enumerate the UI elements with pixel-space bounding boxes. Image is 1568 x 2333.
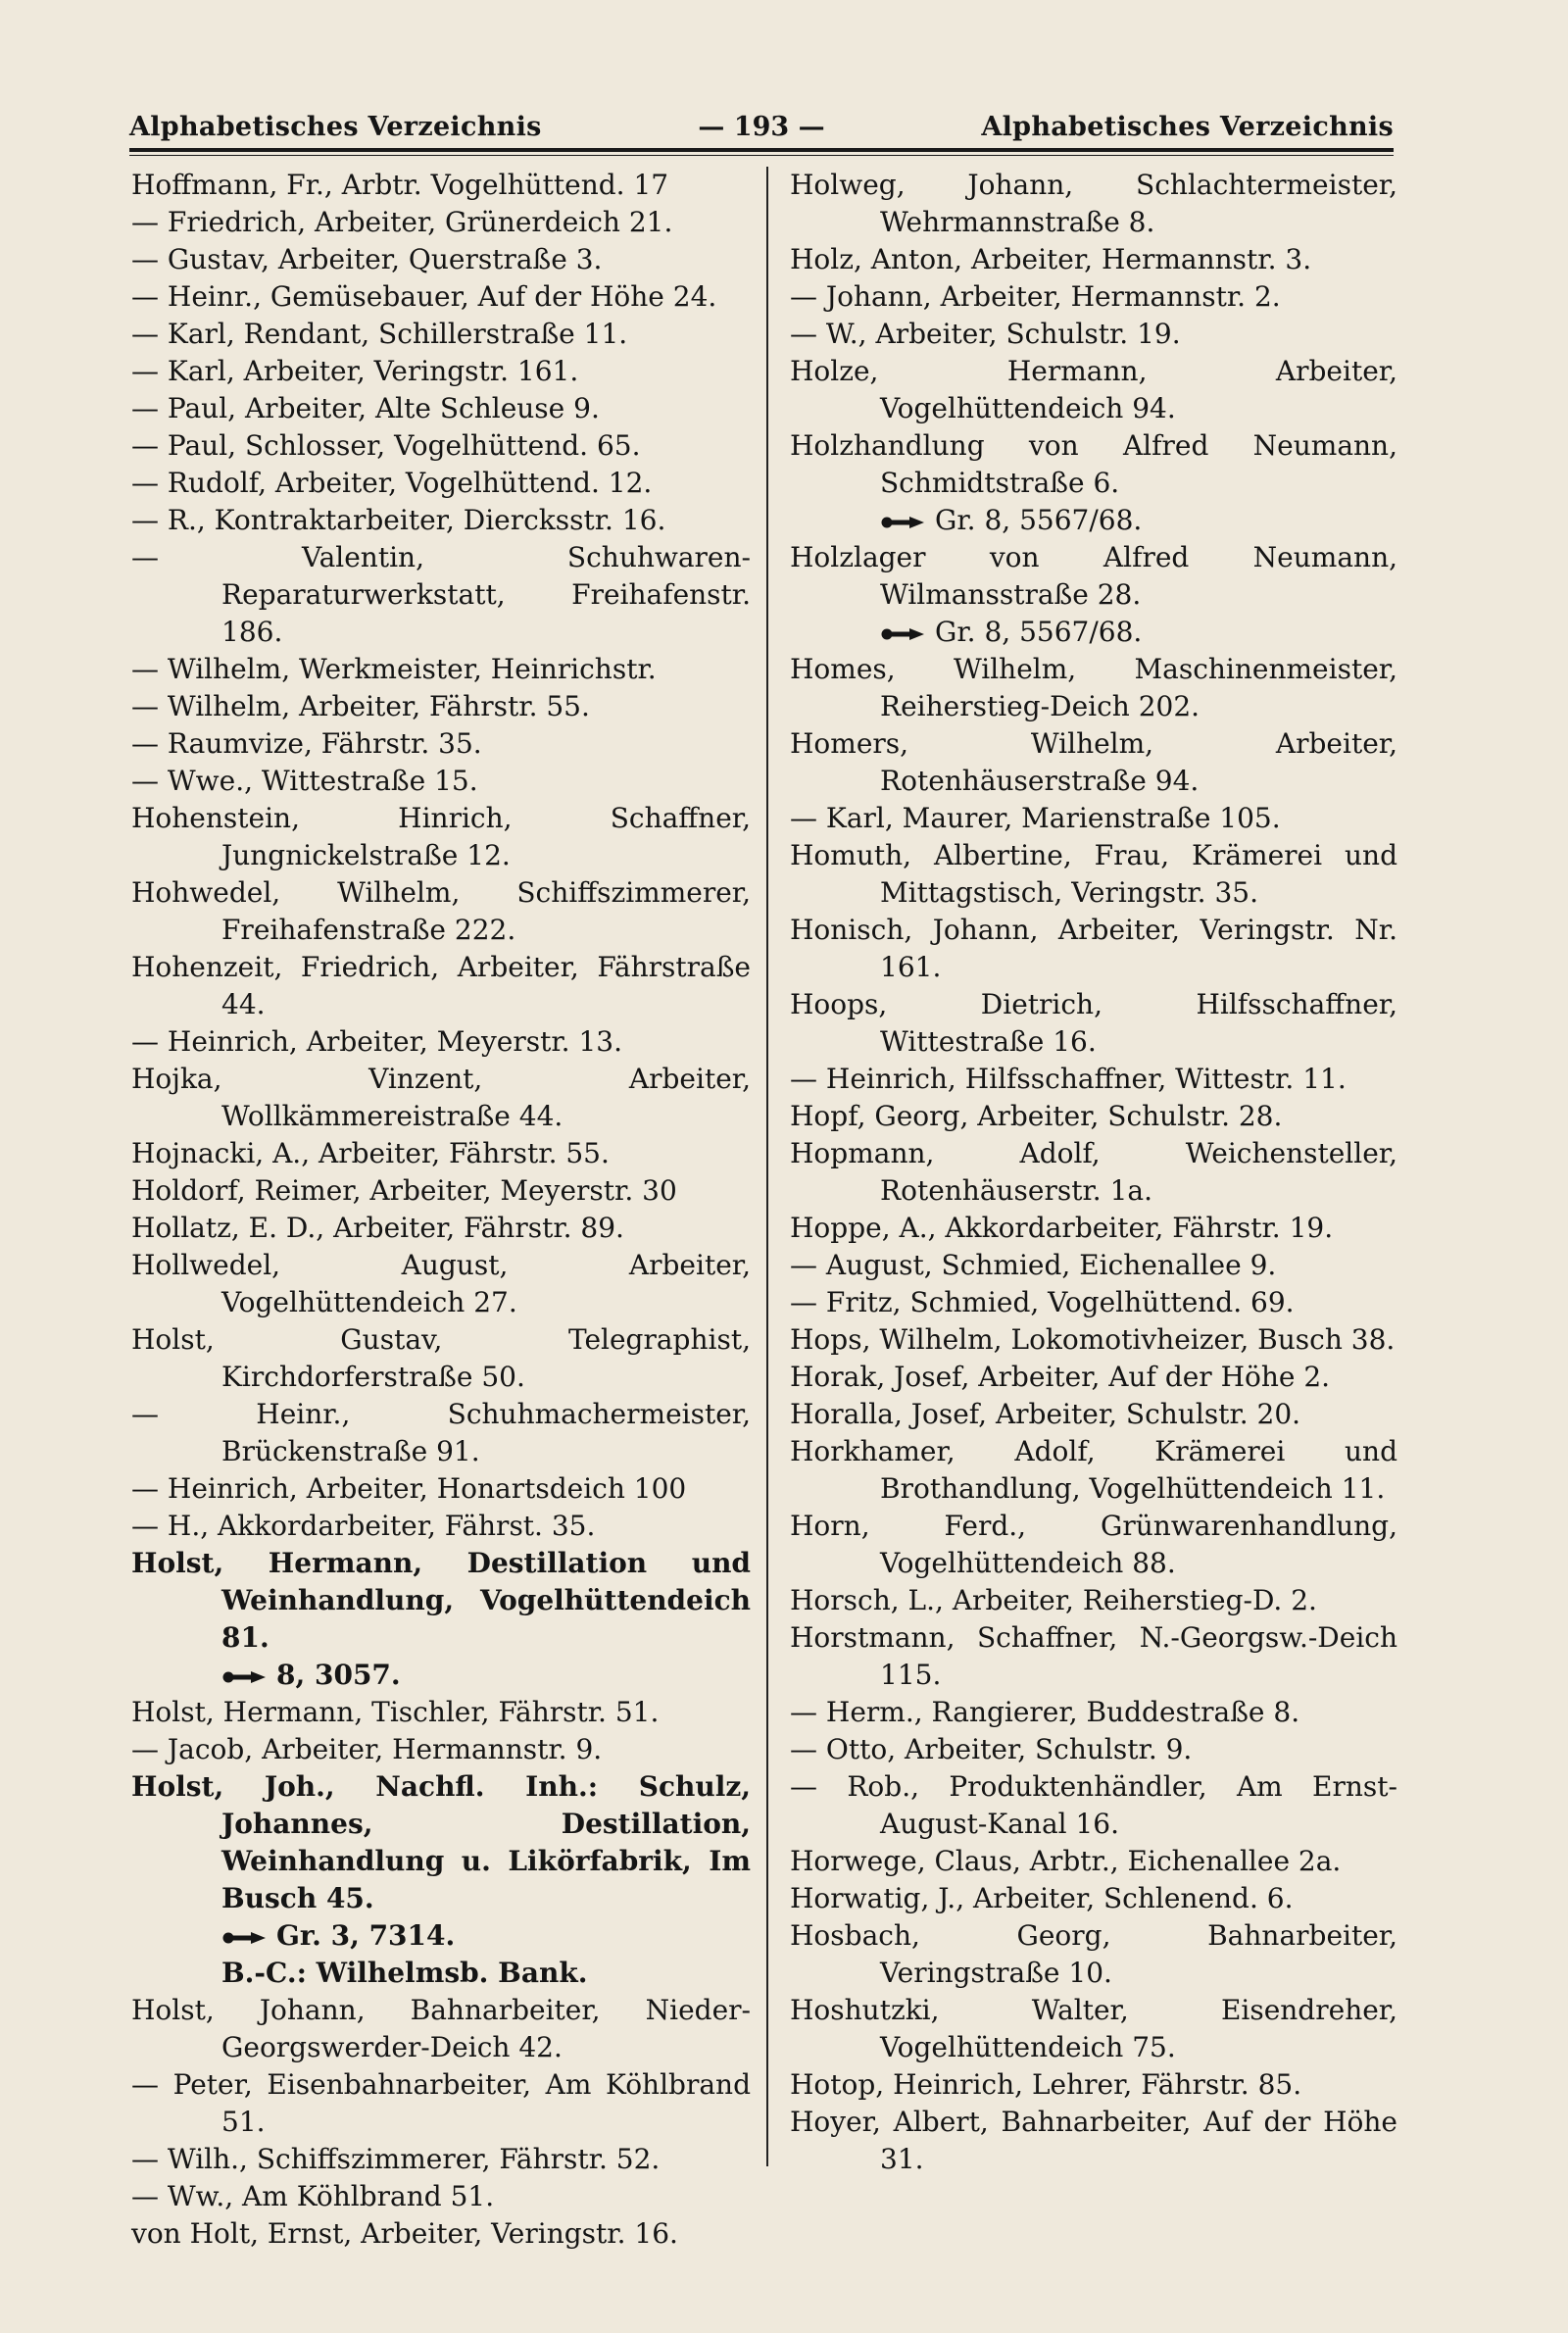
entry-text: — Heinr., Schuhmachermeister, Brückenstraße 91. (131, 1398, 751, 1467)
page-header (129, 106, 1394, 149)
directory-entry (131, 316, 751, 353)
entry-text: Horak, Josef, Arbeiter, Auf der Höhe 2. (790, 1361, 1331, 1393)
directory-entry (131, 800, 751, 874)
directory-entry (790, 278, 1397, 316)
directory-entry (131, 502, 751, 539)
directory-entry (131, 539, 751, 651)
telephone-line (790, 614, 1397, 651)
entry-text: — Paul, Arbeiter, Alte Schleuse 9. (131, 392, 600, 424)
directory-entry (790, 241, 1397, 278)
directory-entry (131, 874, 751, 949)
directory-entry (790, 837, 1397, 912)
directory-entry (790, 800, 1397, 837)
telephone-number: Gr. 8, 5567/68. (935, 504, 1143, 536)
header-rule-thin (129, 155, 1394, 156)
entry-text: Hoshutzki, Walter, Eisendreher, Vogelhüttendeich 75. (790, 1994, 1397, 2063)
telephone-icon (880, 516, 925, 529)
directory-entry (131, 465, 751, 502)
entry-text: — Heinr., Gemüsebauer, Auf der Höhe 24. (131, 280, 717, 313)
entry-text: Hojka, Vinzent, Arbeiter, Wollkämmereistraße 44. (131, 1063, 751, 1132)
directory-entry (790, 1210, 1397, 1247)
entry-text: Hopf, Georg, Arbeiter, Schulstr. 28. (790, 1100, 1283, 1132)
directory-entry (790, 1768, 1397, 1843)
directory-entry (790, 1843, 1397, 1880)
entry-text: Holst, Joh., Nachfl. Inh.: Schulz, Johannes, Destillation, Weinhandlung u. Likörfabrik, Im Busch 45. (131, 1770, 751, 1914)
entry-text: Hotop, Heinrich, Lehrer, Fährstr. 85. (790, 2068, 1302, 2101)
entry-text: Holst, Hermann, Tischler, Fährstr. 51. (131, 1696, 660, 1728)
directory-entry (790, 353, 1397, 427)
entry-text: Hosbach, Georg, Bahnarbeiter, Veringstraße 10. (790, 1919, 1397, 1989)
entry-text: Hojnacki, A., Arbeiter, Fährstr. 55. (131, 1137, 610, 1169)
directory-entry (790, 1992, 1397, 2066)
entry-text: Hoppe, A., Akkordarbeiter, Fährstr. 19. (790, 1212, 1334, 1244)
directory-entry (790, 725, 1397, 800)
entry-text: Homers, Wilhelm, Arbeiter, Rotenhäuserstraße 94. (790, 727, 1397, 797)
entry-text: — Rob., Produktenhändler, Am Ernst-August-Kanal 16. (790, 1770, 1397, 1840)
entry-text: — Heinrich, Arbeiter, Meyerstr. 13. (131, 1025, 622, 1058)
entry-text: — Wilhelm, Werkmeister, Heinrichstr. (131, 653, 657, 685)
entry-text: Homes, Wilhelm, Maschinenmeister, Reiherstieg-Deich 202. (790, 653, 1397, 722)
entry-text: Honisch, Johann, Arbeiter, Veringstr. Nr. 161. (790, 914, 1397, 983)
directory-entry (790, 2066, 1397, 2104)
directory-entry (131, 2215, 751, 2253)
entry-text: B.-C.: Wilhelmsb. Bank. (221, 1957, 588, 1989)
entry-text: Hopmann, Adolf, Weichensteller, Rotenhäuserstr. 1a. (790, 1137, 1397, 1207)
entry-text: Homuth, Albertine, Frau, Krämerei und Mittagstisch, Veringstr. 35. (790, 839, 1397, 909)
directory-entry (131, 1768, 751, 1917)
directory-entry (790, 1359, 1397, 1396)
telephone-line (131, 1917, 751, 1955)
entry-text: Horn, Ferd., Grünwarenhandlung, Vogelhüttendeich 88. (790, 1510, 1397, 1579)
directory-entry (790, 2104, 1397, 2178)
telephone-icon (221, 1670, 267, 1684)
directory-entry (790, 1619, 1397, 1694)
directory-entry (790, 167, 1397, 241)
entry-text: — R., Kontraktarbeiter, Diercksstr. 16. (131, 504, 666, 536)
directory-entry (131, 204, 751, 241)
entry-text: Hops, Wilhelm, Lokomotivheizer, Busch 38. (790, 1323, 1396, 1356)
entry-text: — Karl, Arbeiter, Veringstr. 161. (131, 355, 579, 387)
directory-entry (790, 1433, 1397, 1508)
directory-entry (790, 986, 1397, 1061)
directory-entry (790, 1880, 1397, 1917)
directory-entry (790, 1917, 1397, 1992)
telephone-number: Gr. 8, 5567/68. (935, 616, 1143, 648)
telephone-number: Gr. 3, 7314. (276, 1919, 456, 1952)
entry-text: von Holt, Ernst, Arbeiter, Veringstr. 16. (131, 2217, 678, 2250)
entry-text: — Gustav, Arbeiter, Querstraße 3. (131, 243, 603, 275)
directory-entry (131, 1172, 751, 1210)
directory-entry (790, 1694, 1397, 1731)
directory-entry (131, 763, 751, 800)
entry-text: — Paul, Schlosser, Vogelhüttend. 65. (131, 429, 641, 462)
entry-text: — Rudolf, Arbeiter, Vogelhüttend. 12. (131, 467, 653, 499)
entry-text: — W., Arbeiter, Schulstr. 19. (790, 318, 1181, 350)
header-rule-thick (129, 148, 1394, 152)
directory-entry (131, 651, 751, 688)
directory-entry (790, 539, 1397, 614)
telephone-line (790, 502, 1397, 539)
telephone-icon (880, 627, 925, 641)
entry-text: Holdorf, Reimer, Arbeiter, Meyerstr. 30 (131, 1174, 677, 1207)
directory-entry (131, 1508, 751, 1545)
directory-entry (790, 1247, 1397, 1284)
directory-entry (131, 1247, 751, 1321)
telephone-line (131, 1657, 751, 1694)
column-divider (766, 167, 768, 2166)
entry-text: — Herm., Rangierer, Buddestraße 8. (790, 1696, 1300, 1728)
directory-entry (131, 2178, 751, 2215)
entry-text: Horsch, L., Arbeiter, Reiherstieg-D. 2. (790, 1584, 1317, 1616)
entry-text: Hollwedel, August, Arbeiter, Vogelhüttendeich 27. (131, 1249, 751, 1318)
directory-entry (131, 1731, 751, 1768)
directory-entry (790, 427, 1397, 502)
entry-text: — Raumvize, Fährstr. 35. (131, 727, 482, 760)
directory-entry (131, 2141, 751, 2178)
directory-entry (790, 651, 1397, 725)
entry-text: Hoffmann, Fr., Arbtr. Vogelhüttend. 17 (131, 169, 669, 201)
directory-entry (790, 1731, 1397, 1768)
directory-entry (131, 1061, 751, 1135)
entry-text: — H., Akkordarbeiter, Fährst. 35. (131, 1510, 596, 1542)
entry-text: Horkhamer, Adolf, Krämerei und Brothandlung, Vogelhüttendeich 11. (790, 1435, 1397, 1505)
directory-entry (131, 1135, 751, 1172)
directory-entry (131, 167, 751, 204)
telephone-icon (221, 1931, 267, 1945)
entry-text: — August, Schmied, Eichenallee 9. (790, 1249, 1277, 1281)
page-number: — 193 — (698, 112, 825, 142)
entry-text: — Wilh., Schiffszimmerer, Fährstr. 52. (131, 2143, 661, 2175)
entry-text: — Friedrich, Arbeiter, Grünerdeich 21. (131, 206, 673, 238)
entry-text: Hohenstein, Hinrich, Schaffner, Jungnickelstraße 12. (131, 802, 751, 871)
entry-text: — Johann, Arbeiter, Hermannstr. 2. (790, 280, 1281, 313)
entry-text: Hoyer, Albert, Bahnarbeiter, Auf der Höhe 31. (790, 2106, 1397, 2175)
directory-entry (131, 1470, 751, 1508)
directory-entry (790, 1061, 1397, 1098)
entry-text: Holz, Anton, Arbeiter, Hermannstr. 3. (790, 243, 1312, 275)
right-column (790, 167, 1397, 2178)
entry-text: Horstmann, Schaffner, N.-Georgsw.-Deich 115. (790, 1621, 1397, 1691)
entry-text: Horwege, Claus, Arbtr., Eichenallee 2a. (790, 1845, 1342, 1877)
directory-entry (131, 1396, 751, 1470)
entry-text: — Wwe., Wittestraße 15. (131, 765, 478, 797)
directory-entry (790, 1321, 1397, 1359)
directory-entry (131, 427, 751, 465)
directory-entry (790, 1582, 1397, 1619)
entry-text: — Otto, Arbeiter, Schulstr. 9. (790, 1733, 1193, 1765)
entry-text: — Karl, Rendant, Schillerstraße 11. (131, 318, 628, 350)
directory-entry (131, 949, 751, 1023)
directory-entry (131, 1992, 751, 2066)
directory-entry (131, 725, 751, 763)
running-head-left: Alphabetisches Verzeichnis (129, 112, 542, 142)
running-head-right: Alphabetisches Verzeichnis (981, 112, 1394, 142)
entry-text: Holweg, Johann, Schlachtermeister, Wehrmannstraße 8. (790, 169, 1397, 238)
directory-entry (131, 390, 751, 427)
entry-text: — Fritz, Schmied, Vogelhüttend. 69. (790, 1286, 1295, 1318)
directory-entry (131, 1955, 751, 1992)
entry-text: Horwatig, J., Arbeiter, Schlenend. 6. (790, 1882, 1294, 1914)
entry-text: Hohwedel, Wilhelm, Schiffszimmerer, Freihafenstraße 222. (131, 876, 751, 946)
directory-entry (131, 1545, 751, 1657)
directory-entry (131, 1210, 751, 1247)
directory-entry (790, 1098, 1397, 1135)
directory-entry (790, 1135, 1397, 1210)
entry-text: Holst, Hermann, Destillation und Weinhandlung, Vogelhüttendeich 81. (131, 1547, 751, 1654)
entry-text: Horalla, Josef, Arbeiter, Schulstr. 20. (790, 1398, 1301, 1430)
directory-entry (790, 1396, 1397, 1433)
entry-text: Hohenzeit, Friedrich, Arbeiter, Fährstraße 44. (131, 951, 751, 1020)
directory-entry (790, 912, 1397, 986)
entry-text: — Ww., Am Köhlbrand 51. (131, 2180, 495, 2212)
entry-text: — Jacob, Arbeiter, Hermannstr. 9. (131, 1733, 603, 1765)
entry-text: Hollatz, E. D., Arbeiter, Fährstr. 89. (131, 1212, 624, 1244)
entry-text: Holzhandlung von Alfred Neumann, Schmidtstraße 6. (790, 429, 1397, 499)
telephone-number: 8, 3057. (276, 1659, 401, 1691)
entry-text: Holzlager von Alfred Neumann, Wilmansstraße 28. (790, 541, 1397, 611)
directory-entry (131, 278, 751, 316)
directory-entry (131, 1694, 751, 1731)
directory-entry (790, 1284, 1397, 1321)
directory-entry (131, 688, 751, 725)
directory-entry (131, 1321, 751, 1396)
entry-text: Hoops, Dietrich, Hilfsschaffner, Wittestraße 16. (790, 988, 1397, 1058)
directory-entry (131, 1023, 751, 1061)
entry-text: — Valentin, Schuhwaren-Reparaturwerkstatt, Freihafenstr. 186. (131, 541, 751, 648)
left-column (131, 167, 751, 2253)
entry-text: — Heinrich, Arbeiter, Honartsdeich 100 (131, 1472, 687, 1505)
entry-text: Holst, Gustav, Telegraphist, Kirchdorferstraße 50. (131, 1323, 751, 1393)
directory-entry (131, 353, 751, 390)
entry-text: — Wilhelm, Arbeiter, Fährstr. 55. (131, 690, 590, 722)
directory-entry (790, 316, 1397, 353)
directory-entry (131, 241, 751, 278)
entry-text: Holst, Johann, Bahnarbeiter, Nieder-Georgswerder-Deich 42. (131, 1994, 751, 2063)
entry-text: — Heinrich, Hilfsschaffner, Wittestr. 11. (790, 1063, 1347, 1095)
directory-entry (131, 2066, 751, 2141)
entry-text: — Karl, Maurer, Marienstraße 105. (790, 802, 1281, 834)
entry-text: Holze, Hermann, Arbeiter, Vogelhüttendeich 94. (790, 355, 1397, 424)
entry-text: — Peter, Eisenbahnarbeiter, Am Köhlbrand 51. (131, 2068, 751, 2138)
directory-entry (790, 1508, 1397, 1582)
